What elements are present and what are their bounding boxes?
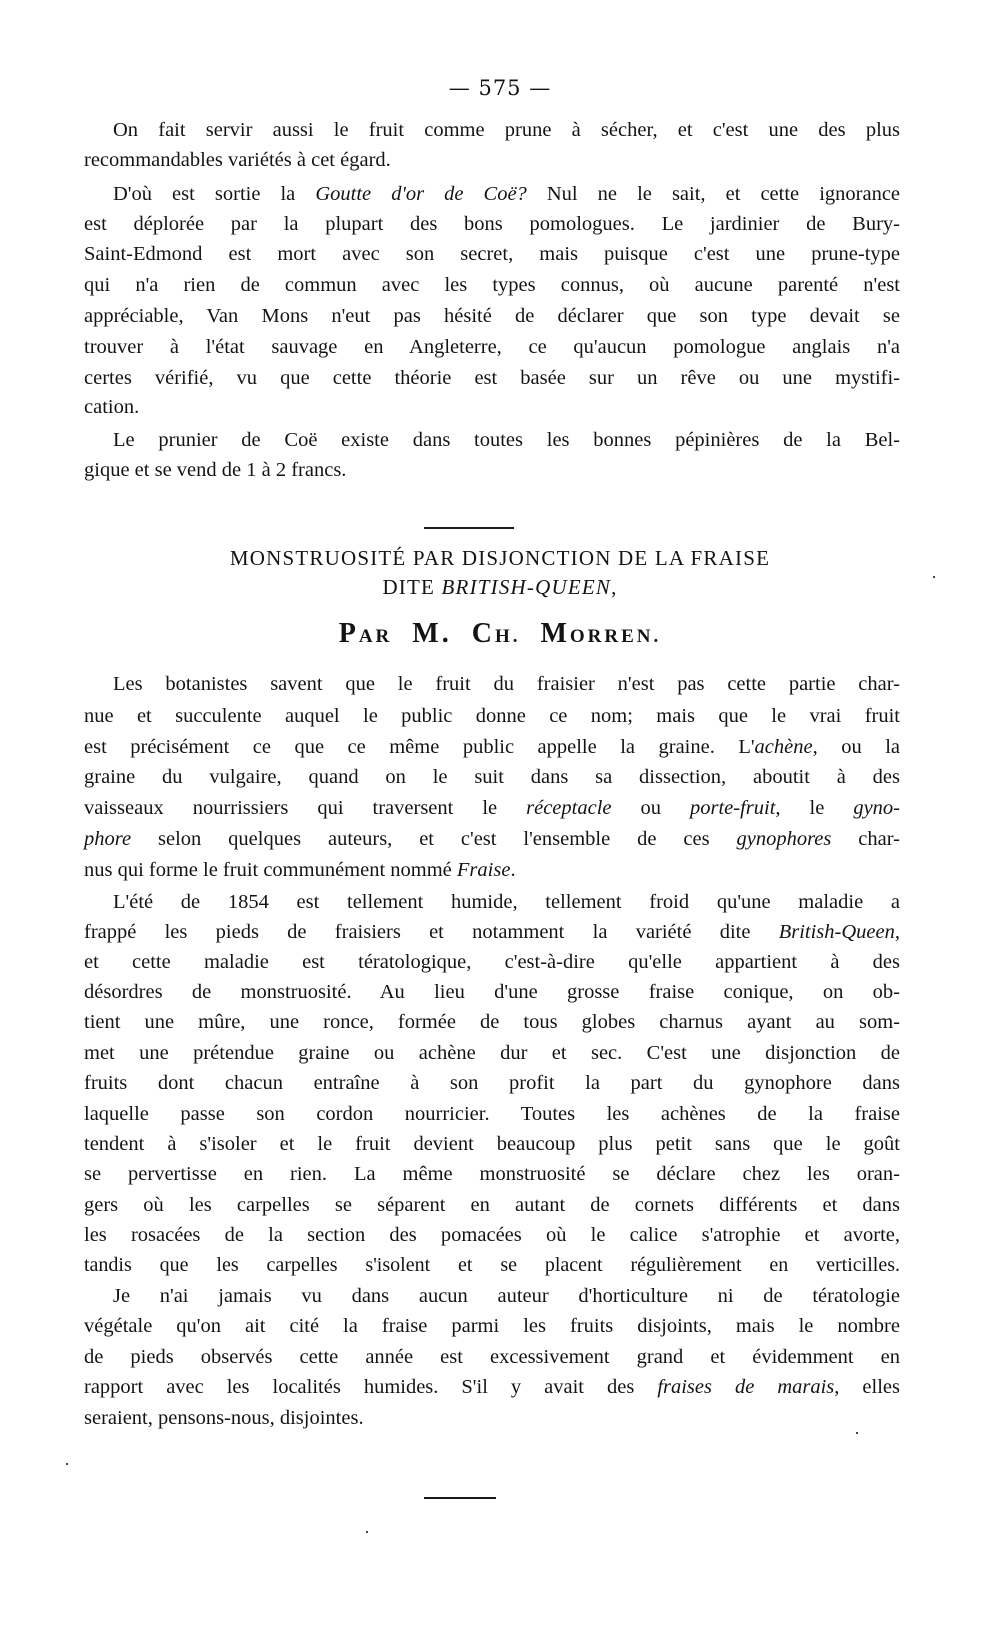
page-number: — 575 — (448, 76, 552, 100)
italic-term: porte-fruit (689, 797, 776, 819)
text-line (84, 918, 900, 946)
text-line: végétale qu'on ait cité la fraise parmi les fruits disjoints, mais le nombre (84, 1315, 900, 1337)
text-run: selon quelques auteurs, et c'est l'ensemble de ces (131, 828, 737, 850)
text-line: de pieds observés cette année est excessivement grand et évidemment en (84, 1346, 900, 1368)
text-line (84, 733, 900, 761)
text-line: les rosacées de la section des pomacées où le calice s'atrophie et avorte, (84, 1224, 900, 1246)
scan-speck (856, 1432, 858, 1434)
title-italic-variety: BRITISH-QUEEN (441, 575, 612, 599)
text-line (84, 825, 900, 853)
text-line: laquelle passe son cordon nourricier. Toutes les achènes de la fraise (84, 1103, 900, 1125)
text-line: seraient, pensons-nous, disjointes. (84, 1407, 364, 1429)
text-line: fruits dont chacun entraîne à son profit la part du gynophore dans (84, 1072, 900, 1094)
italic-term: fraises de marais (657, 1376, 835, 1398)
text-line (84, 794, 900, 822)
text-run: D'où est sortie la (113, 183, 296, 205)
scan-speck (366, 1531, 368, 1533)
text-run: frappé les pieds de fraisiers et notamment la variété dite (84, 921, 779, 943)
title-text: DITE (382, 575, 442, 599)
text-line: appréciable, Van Mons n'eut pas hésité de déclarer que son type devait se (84, 305, 900, 327)
italic-term: réceptacle (526, 797, 612, 819)
text-line: graine du vulgaire, quand on le suit dans sa dissection, aboutit à des (84, 766, 900, 788)
text-line: tient une mûre, une ronce, formée de tous globes charnus ayant au som- (84, 1011, 900, 1033)
byline-smallcaps: H. (494, 626, 521, 647)
text-run: . (510, 859, 516, 881)
text-line: Saint-Edmond est mort avec son secret, mais puisque c'est une prune-type (84, 243, 900, 265)
text-run: rapport avec les localités humides. S'il y avait des (84, 1376, 658, 1398)
text-run: nus qui forme le fruit communément nommé (84, 859, 457, 881)
text-line: certes vérifié, vu que cette théorie est basée sur un rêve ou une mystifi- (84, 367, 900, 389)
byline-smallcaps: AR (358, 626, 393, 647)
text-line: cation. (84, 396, 140, 418)
text-line: On fait servir aussi le fruit comme prune à sécher, et c'est une des plus (113, 119, 900, 141)
text-line: Les botanistes savent que le fruit du fraisier n'est pas cette partie char- (113, 673, 900, 695)
text-line: tandis que les carpelles s'isolent et se placent régulièrement en verticilles. (84, 1254, 900, 1276)
text-run: , elles (834, 1376, 900, 1398)
text-line (84, 1373, 900, 1401)
italic-term: phore (84, 828, 132, 850)
scan-speck (933, 576, 935, 578)
text-line: désordres de monstruosité. Au lieu d'une grosse fraise conique, on ob- (84, 981, 900, 1003)
article-byline (0, 618, 1000, 650)
byline-cap: M (540, 618, 570, 649)
article-title-line-1: MONSTRUOSITÉ PAR DISJONCTION DE LA FRAISE (229, 546, 771, 570)
text-line: est déplorée par la plupart des bons pomologues. Le jardinier de Bury- (84, 213, 900, 235)
text-line: nue et succulente auquel le public donne ce nom; mais que le vrai fruit (84, 705, 900, 727)
text-run: , ou la (812, 736, 900, 758)
italic-term: gynophores (736, 828, 832, 850)
text-run: Nul ne le sait, et cette ignorance (546, 183, 901, 205)
text-line: met une prétendue graine ou achène dur et sec. C'est une disjonction de (84, 1042, 900, 1064)
text-run: vaisseaux nourrissiers qui traversent le (84, 797, 527, 819)
text-line: tendent à s'isoler et le fruit devient beaucoup plus petit sans que le goût (84, 1133, 900, 1155)
italic-term: Fraise (456, 859, 511, 881)
text-run: , le (775, 797, 854, 819)
text-line: et cette maladie est tératologique, c'est-à-dire qu'elle appartient à des (84, 951, 900, 973)
text-line: Je n'ai jamais vu dans aucun auteur d'horticulture ni de tératologie (113, 1285, 900, 1307)
byline-cap: C (471, 618, 495, 649)
byline-smallcaps: ORREN. (569, 626, 662, 647)
text-line: gique et se vend de 1 à 2 francs. (84, 459, 347, 481)
byline-cap: P (338, 618, 359, 649)
article-title-line-2 (0, 574, 1000, 600)
text-line: trouver à l'état sauvage en Angleterre, ce qu'aucun pomologue anglais n'a (84, 336, 900, 358)
end-divider-rule (424, 1497, 496, 1499)
text-run: char- (831, 828, 900, 850)
text-line: Le prunier de Coë existe dans toutes les bonnes pépinières de la Bel- (113, 429, 900, 451)
text-line: qui n'a rien de commun avec les types connus, où aucune parenté n'est (84, 274, 900, 296)
byline-initial: M. (412, 618, 452, 649)
text-line: se pervertisse en rien. La même monstruosité se déclare chez les oran- (84, 1163, 900, 1185)
text-line: L'été de 1854 est tellement humide, tellement froid qu'une maladie a (113, 891, 900, 913)
italic-variety-name: Goutte d'or de Coë? (315, 183, 527, 205)
text-run: ou (611, 797, 690, 819)
text-line (113, 180, 900, 208)
title-punct: , (611, 575, 618, 599)
text-line: gers où les carpelles se séparent en autant de cornets différents et dans (84, 1194, 900, 1216)
italic-term: gyno- (853, 797, 900, 819)
section-divider-rule (424, 527, 514, 529)
text-line: recommandables variétés à cet égard. (84, 149, 391, 171)
text-run: , (894, 921, 900, 943)
scan-speck (66, 1463, 68, 1465)
italic-term: achène (754, 736, 813, 758)
italic-variety-name: British-Queen (778, 921, 895, 943)
text-run: est précisément ce que ce même public appelle la graine. L' (84, 736, 755, 758)
text-line (84, 856, 900, 884)
